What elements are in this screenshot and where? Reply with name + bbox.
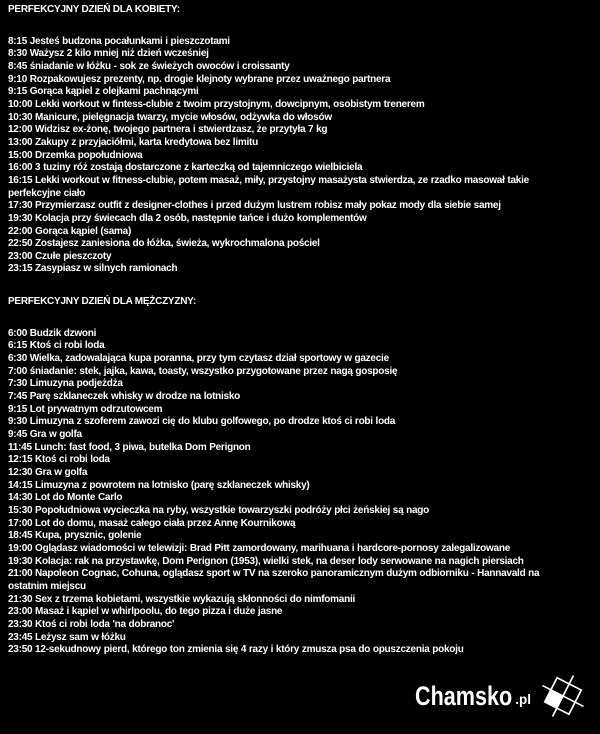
schedule-entry: 9:10 Rozpakowujesz prezenty, np. drogie klejnoty wybrane przez uważnego partnera xyxy=(8,73,391,85)
section-header: PERFEKCYJNY DZIEŃ DLA KOBIETY: xyxy=(8,4,180,15)
schedule-entry: 9:30 Limuzyna z szoferem zawozi cię do klubu golfowego, po drodze ktoś ci robi loda xyxy=(8,416,396,428)
schedule-entry: 12:15 Ktoś ci robi loda xyxy=(8,454,110,466)
schedule-section xyxy=(8,4,580,276)
schedule-entry: 11:45 Lunch: fast food, 3 piwa, butelka Dom Perignon xyxy=(8,441,251,453)
schedule-entry: 23:00 Masaż i kąpiel w whirlpoolu, do tego pizza i duże jasne xyxy=(8,606,283,618)
tilted-hash-grid-icon xyxy=(540,673,586,719)
schedule-entry: 21:00 Napoleon Cognac, Cohuna, oglądasz sport w TV na szeroko panoramicznym dużym odbiorniku - Hannavald na ostatnim miejscu xyxy=(8,568,540,592)
schedule-entry: 23:15 Zasypiasz w silnych ramionach xyxy=(8,263,178,275)
chamsko-logo xyxy=(415,672,586,720)
schedule-entry: 19:30 Kolacja: rak na przystawkę, Dom Perignon (1953), wielki stek, na deser lody serwowane na nagich piersiach xyxy=(8,555,524,567)
schedule-entry: 14:15 Limuzyna z powrotem na lotnisko (parę szklaneczek whisky) xyxy=(8,479,310,491)
schedule-entry: 16:00 3 tuziny róż zostają dostarczone z karteczką od tajemniczego wielbiciela xyxy=(8,162,363,174)
schedule-entry: 6:15 Ktoś ci robi loda xyxy=(8,340,105,352)
schedule-entry: 8:30 Ważysz 2 kilo mniej niż dzień wcześniej xyxy=(8,48,209,60)
schedule-entry: 15:30 Popołudniowa wycieczka na ryby, wszystkie towarzyszki podróży płci żeńskiej są nago xyxy=(8,504,430,516)
schedule-entry: 19:30 Kolacja przy świecach dla 2 osób, następnie tańce i dużo komplementów xyxy=(8,212,367,224)
schedule-section xyxy=(8,296,580,657)
schedule-entry: 7:00 śniadanie: stek, jajka, kawa, toasty, wszystko przygotowane przez nagą gosposię xyxy=(8,365,398,377)
schedule-entry: 21:30 Sex z trzema kobietami, wszystkie wykazują skłonności do nimfomanii xyxy=(8,593,356,605)
schedule-entry: 17:30 Przymierzasz outfit z designer-clothes i przed dużym lustrem robisz mały pokaz mody dla siebie samej xyxy=(8,200,501,212)
schedule-entry: 23:45 Leżysz sam w łóżku xyxy=(8,631,126,643)
schedule-entry: 9:15 Lot prywatnym odrzutowcem xyxy=(8,403,163,415)
schedule-entry: 7:30 Limuzyna podjeżdża xyxy=(8,378,123,390)
schedule-entry: 13:00 Zakupy z przyjaciółmi, karta kredytowa bez limitu xyxy=(8,136,258,148)
schedule-entry: 16:15 Lekki workout w fitness-clubie, potem masaż, miły, przystojny masażysta stwierdza, ze rzadko masował takie perfekcyjne ciało xyxy=(8,174,529,199)
schedule-entry: 19:00 Oglądasz wiadomości w telewizji: Brad Pitt zamordowany, marihuana i hardcore-pornosy zalegalizowane xyxy=(8,542,511,554)
brand-domain-suffix: .pl xyxy=(515,692,531,707)
schedule-entry: 8:15 Jesteś budzona pocałunkami i pieszczotami xyxy=(8,35,230,47)
schedule-entry: 8:45 śniadanie w łóżku - sok ze świeżych owoców i croissanty xyxy=(8,60,290,72)
schedule-entry: 6:30 Wielka, zadowalająca kupa poranna, przy tym czytasz dział sportowy w gazecie xyxy=(8,353,389,365)
schedule-entry: 23:00 Czułe pieszczoty xyxy=(8,250,112,262)
schedule-entry: 15:00 Drzemka popołudniowa xyxy=(8,149,143,161)
schedule-entry: 22:50 Zostajesz zaniesiona do łóżka, świeża, wykrochmalona pościel xyxy=(8,238,320,250)
schedule-entry: 23:30 Ktoś ci robi loda 'na dobranoc' xyxy=(8,618,175,630)
schedule-entry: 10:00 Lekki workout w fintess-clubie z twoim przystojnym, dowcipnym, osobistym trenerem xyxy=(8,98,425,110)
schedule-entry: 12:00 Widzisz ex-żonę, twojego partnera i stwierdzasz, że przytyła 7 kg xyxy=(8,124,328,136)
schedule-entry: 17:00 Lot do domu, masaż całego ciała przez Annę Kournikową xyxy=(8,517,296,529)
brand-name: Chamsko xyxy=(414,680,512,711)
schedule-entry: 9:15 Gorąca kąpiel z olejkami pachnącymi xyxy=(8,86,199,98)
schedule-entry: 9:45 Gra w golfa xyxy=(8,429,82,441)
schedule-entry: 7:45 Parę szklaneczek whisky w drodze na lotnisko xyxy=(8,391,241,403)
schedule-entry: 23:50 12-sekudnowy pierd, którego ton zmienia się 4 razy i który zmusza psa do opuszczenia pokoju xyxy=(8,644,464,656)
schedule-entry: 10:30 Manicure, pielęgnacja twarzy, mycie włosów, odżywka do włosów xyxy=(8,111,332,123)
schedule-entry: 14:30 Lot do Monte Carlo xyxy=(8,492,123,504)
section-header: PERFEKCYJNY DZIEŃ DLA MĘŻCZYZNY: xyxy=(8,296,196,308)
schedule-entry: 22:00 Gorąca kąpiel (sama) xyxy=(8,225,132,237)
schedule-entry: 6:00 Budzik dzwoni xyxy=(8,327,97,339)
schedule-entry: 18:45 Kupa, prysznic, golenie xyxy=(8,530,142,542)
schedule-entry: 12:30 Gra w golfa xyxy=(8,467,88,478)
schedule-content xyxy=(8,4,580,657)
